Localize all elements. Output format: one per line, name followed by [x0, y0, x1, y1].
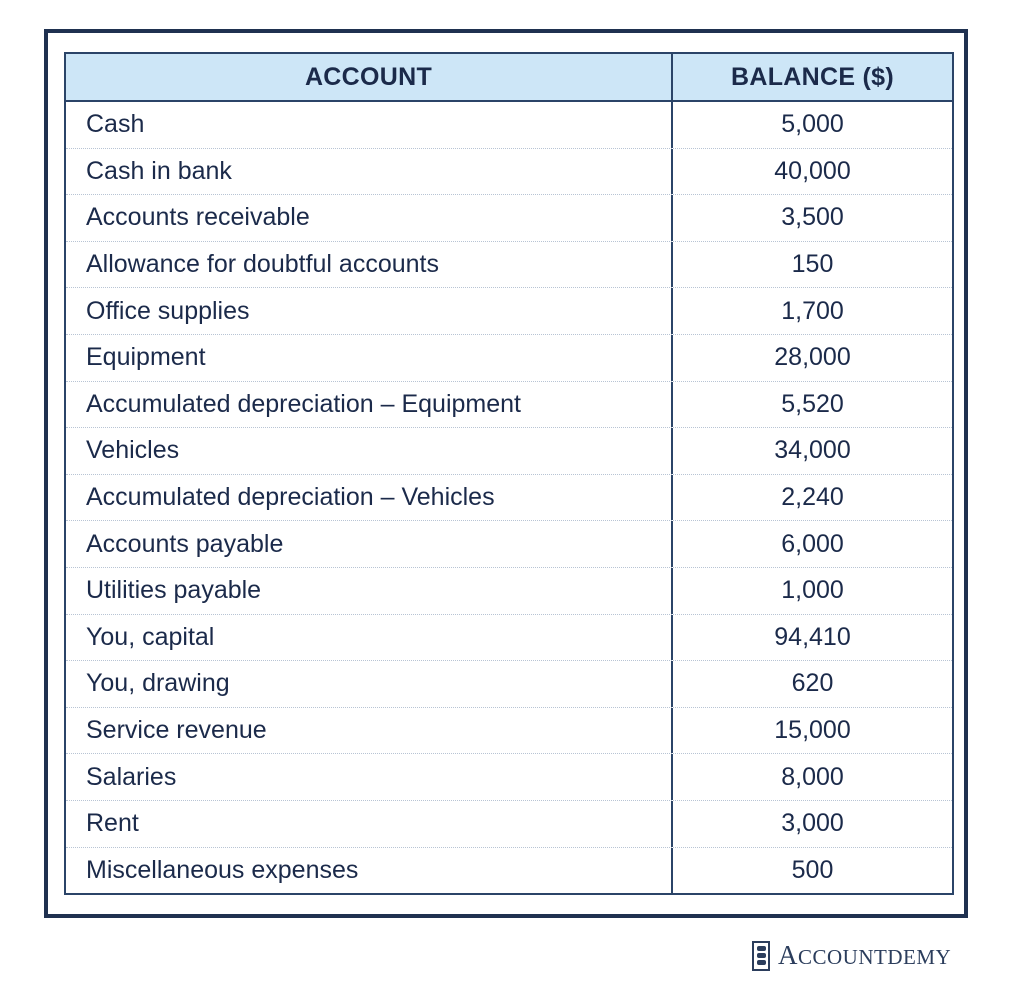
- table-row: [66, 708, 952, 755]
- header-balance: BALANCE ($): [730, 62, 895, 91]
- account-cell: Rent: [66, 801, 673, 847]
- table-row: [66, 102, 952, 149]
- account-cell: Miscellaneous expenses: [66, 848, 673, 895]
- account-cell: Cash in bank: [66, 149, 673, 195]
- balance-cell: 2,240: [781, 483, 844, 512]
- account-cell: Equipment: [66, 335, 673, 381]
- account-cell: Vehicles: [66, 428, 673, 474]
- account-balance-table: [64, 52, 954, 895]
- table-body: [66, 102, 952, 894]
- table-row: [66, 475, 952, 522]
- balance-cell: 8,000: [781, 762, 844, 791]
- table-row: [66, 754, 952, 801]
- table-row: [66, 661, 952, 708]
- table-row: [66, 242, 952, 289]
- balance-cell: 40,000: [774, 156, 851, 185]
- table-row: [66, 428, 952, 475]
- account-cell: Accounts receivable: [66, 195, 673, 241]
- balance-cell: 150: [791, 250, 834, 279]
- table-row: [66, 195, 952, 242]
- balance-cell: 34,000: [774, 436, 851, 465]
- accountdemy-logo-icon: [752, 941, 770, 971]
- balance-cell: 3,500: [781, 203, 844, 232]
- account-cell: Allowance for doubtful accounts: [66, 242, 673, 288]
- table-row: [66, 288, 952, 335]
- balance-cell: 620: [791, 669, 834, 698]
- table-row: [66, 848, 952, 895]
- account-cell: You, capital: [66, 615, 673, 661]
- table-row: [66, 149, 952, 196]
- balance-cell: 6,000: [781, 529, 844, 558]
- logo-rest: CCOUNTDEMY: [798, 945, 952, 969]
- account-cell: Accounts payable: [66, 521, 673, 567]
- table-row: [66, 801, 952, 848]
- balance-cell: 5,000: [781, 110, 844, 139]
- table-header: [66, 54, 952, 102]
- account-cell: Cash: [66, 102, 673, 148]
- account-cell: Office supplies: [66, 288, 673, 334]
- balance-cell: 5,520: [781, 389, 844, 418]
- table-row: [66, 615, 952, 662]
- account-cell: You, drawing: [66, 661, 673, 707]
- table-row: [66, 382, 952, 429]
- account-cell: Service revenue: [66, 708, 673, 754]
- account-cell: Accumulated depreciation – Equipment: [66, 382, 673, 428]
- table-row: [66, 521, 952, 568]
- table-row: [66, 568, 952, 615]
- logo-initial: A: [778, 940, 798, 970]
- balance-cell: 1,700: [781, 296, 844, 325]
- account-cell: Salaries: [66, 754, 673, 800]
- balance-cell: 28,000: [774, 343, 851, 372]
- balance-cell: 3,000: [781, 809, 844, 838]
- header-account: ACCOUNT: [66, 54, 673, 100]
- table-row: [66, 335, 952, 382]
- accountdemy-logo: [752, 940, 951, 971]
- balance-cell: 15,000: [774, 716, 851, 745]
- account-cell: Accumulated depreciation – Vehicles: [66, 475, 673, 521]
- balance-cell: 94,410: [774, 622, 851, 651]
- balance-cell: 1,000: [781, 576, 844, 605]
- balance-cell: 500: [791, 856, 834, 885]
- account-cell: Utilities payable: [66, 568, 673, 614]
